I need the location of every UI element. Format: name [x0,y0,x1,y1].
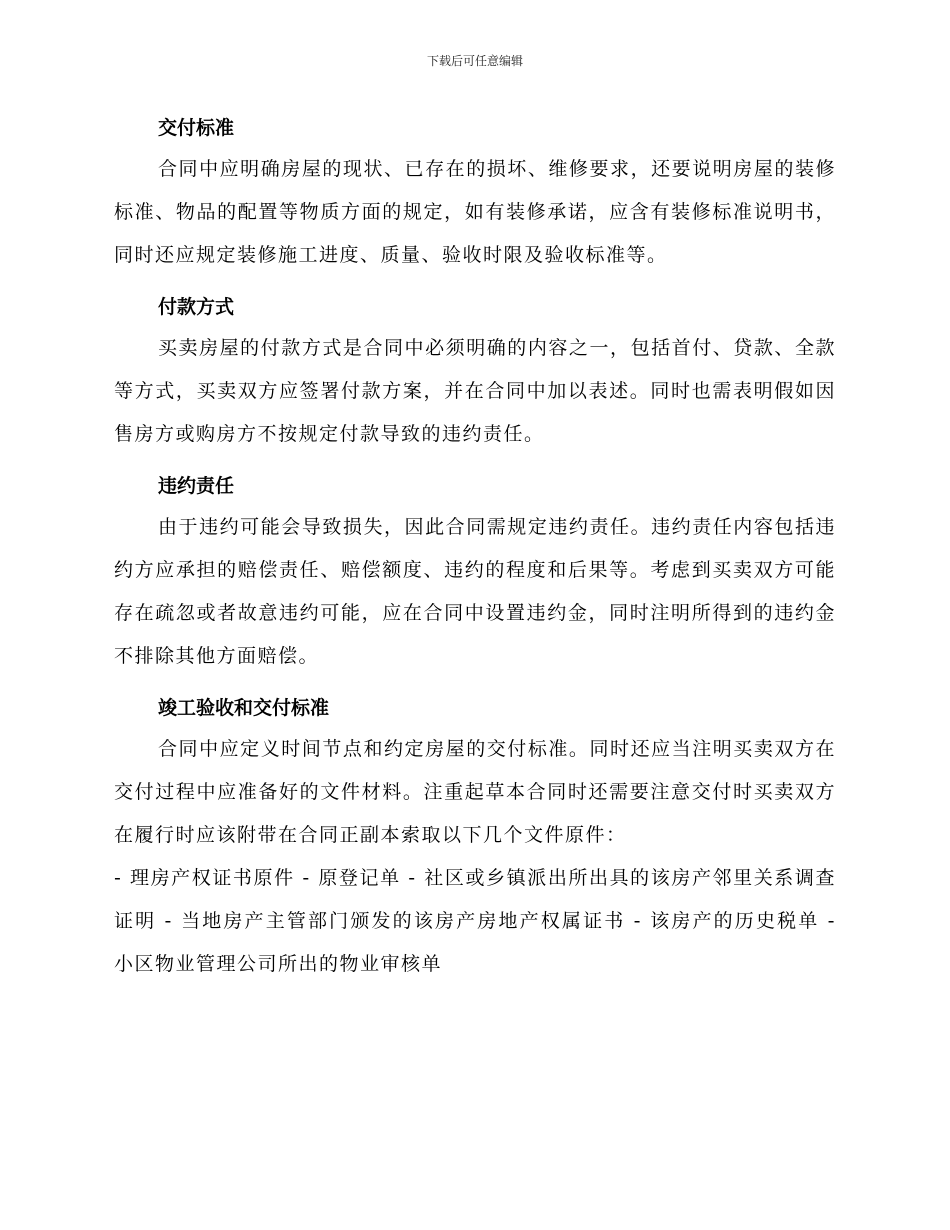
section-completion-acceptance [114,688,836,986]
section-breach-liability [114,466,836,688]
document-list: - 理房产权证书原件 - 原登记单 - 社区或乡镇派出所出具的该房产邻里关系调查证明 - 当地房产主管部门颁发的该房产房地产权属证书 - 该房产的历史税单 - 小区物业管理公司所出的物业审核单 [114,867,836,975]
section-paragraph: 买卖房屋的付款方式是合同中必须明确的内容之一，包括首付、贷款、全款等方式，买卖双方应签署付款方案，并在合同中加以表述。同时也需表明假如因售房方或购房方不按规定付款导致的违约责任。 [114,337,836,445]
document-body [114,108,836,986]
section-heading: 竣工验收和交付标准 [158,697,330,719]
section-payment-method [114,287,836,466]
page-header-note: 下载后可任意编辑 [426,54,523,68]
section-heading: 违约责任 [158,475,235,497]
section-heading: 交付标准 [158,117,235,139]
section-paragraph: 合同中应明确房屋的现状、已存在的损坏、维修要求，还要说明房屋的装修标准、物品的配置等物质方面的规定，如有装修承诺，应含有装修标准说明书，同时还应规定装修施工进度、质量、验收时限及验收标准等。 [114,158,836,266]
section-delivery-standard [114,108,836,287]
section-paragraph: 由于违约可能会导致损失，因此合同需规定违约责任。违约责任内容包括违约方应承担的赔偿责任、赔偿额度、违约的程度和后果等。考虑到买卖双方可能存在疏忽或者故意违约可能，应在合同中设置违约金，同时注明所得到的违约金不排除其他方面赔偿。 [114,516,836,667]
section-heading: 付款方式 [158,296,235,318]
section-paragraph: 合同中应定义时间节点和约定房屋的交付标准。同时还应当注明买卖双方在交付过程中应准备好的文件材料。注重起草本合同时还需要注意交付时买卖双方在履行时应该附带在合同正副本索取以下几个文件原件： [114,738,836,846]
